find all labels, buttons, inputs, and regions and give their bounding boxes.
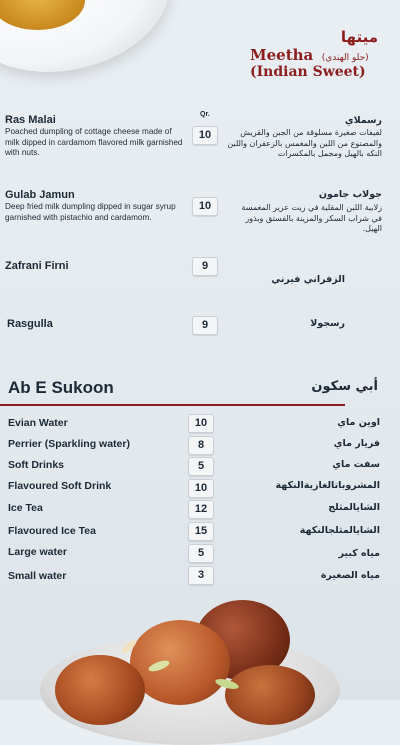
gulab-jamun-ball-image [225,665,315,725]
drink-name-ar: الشايالمثلج [328,502,380,513]
section-divider [0,404,345,406]
menu-item-desc: Poached dumpling of cottage cheese made of milk dipped in cardamom flavored milk garnished with nuts. [5,127,183,157]
price-badge: 10 [192,197,218,216]
drink-name: Small water [8,570,67,582]
meetha-title-en: Meetha [250,46,314,64]
menu-item-name: Zafrani Firni [5,260,69,272]
ab-e-sukoon-title-en: Ab E Sukoon [8,378,114,397]
menu-item-desc: Deep fried milk dumpling dipped in sugar syrup garnished with pistachio and cardamom. [5,202,176,222]
drink-name-ar: مياه كبير [338,548,380,559]
meetha-subtitle-ar: (حلو الهندي) [321,53,369,63]
drink-name-ar: اوين ماي [337,417,380,428]
price-badge: 5 [188,457,214,476]
price-badge: 10 [188,479,214,498]
menu-item-name-ar: رسجولا [310,318,345,329]
drink-name: Flavoured Soft Drink [8,480,112,492]
drink-name: Evian Water [8,417,68,429]
price-badge: 10 [192,126,218,145]
drink-name: Flavoured Ice Tea [8,525,96,537]
menu-item-desc-ar: زلابية اللبن المقلية في زيت عزير المغمسة في شراب السكر والمزينة بالفستق وبذور الهيل. [241,203,382,233]
price-badge: 8 [188,436,214,455]
menu-item-name: Ras Malai [5,114,56,126]
meetha-header [250,46,380,65]
gulab-jamun-ball-image [130,620,230,705]
price-badge: 15 [188,522,214,541]
drink-name-ar: فريار ماي [333,438,380,449]
drink-name: Large water [8,546,67,558]
menu-item-name: Gulab Jamun [5,189,75,201]
menu-item-name-ar: رسملاي [344,115,382,126]
currency-label: Qr. [200,111,210,118]
gulab-jamun-ball-image [55,655,145,725]
menu-item-name-ar: الزفراني فيرني [271,274,345,285]
drink-name: Soft Drinks [8,459,65,471]
drink-name: Perrier (Sparkling water) [8,438,130,450]
drink-name-ar: سفت ماي [332,459,380,470]
drink-name-ar: الشايالمثلجالنكهة [299,525,380,536]
drink-name-ar: مياه الصغيرة [320,570,380,581]
menu-item-name-ar: جولاب جامون [318,189,382,200]
drink-name: Ice Tea [8,502,43,514]
price-badge: 10 [188,414,214,433]
meetha-subtitle-en: (Indian Sweet) [250,64,366,80]
menu-item-desc-ar: لفيفات صغيرة مسلوقة من الجبن والقريش والمصنوع من اللبن والمغمس بالزعفران واللبن النكه بالهيل ومجمل بالمكسرات [227,128,382,158]
price-badge: 5 [188,544,214,563]
menu-item-name: Rasgulla [7,318,53,330]
meetha-title-ar: ميتها [340,28,378,46]
price-badge: 9 [192,316,218,335]
ab-e-sukoon-title-ar: أبي سكون [311,379,378,394]
price-badge: 12 [188,500,214,519]
price-badge: 3 [188,566,214,585]
price-badge: 9 [192,257,218,276]
drink-name-ar: المشروباتالغازيةالنكهة [275,480,380,491]
